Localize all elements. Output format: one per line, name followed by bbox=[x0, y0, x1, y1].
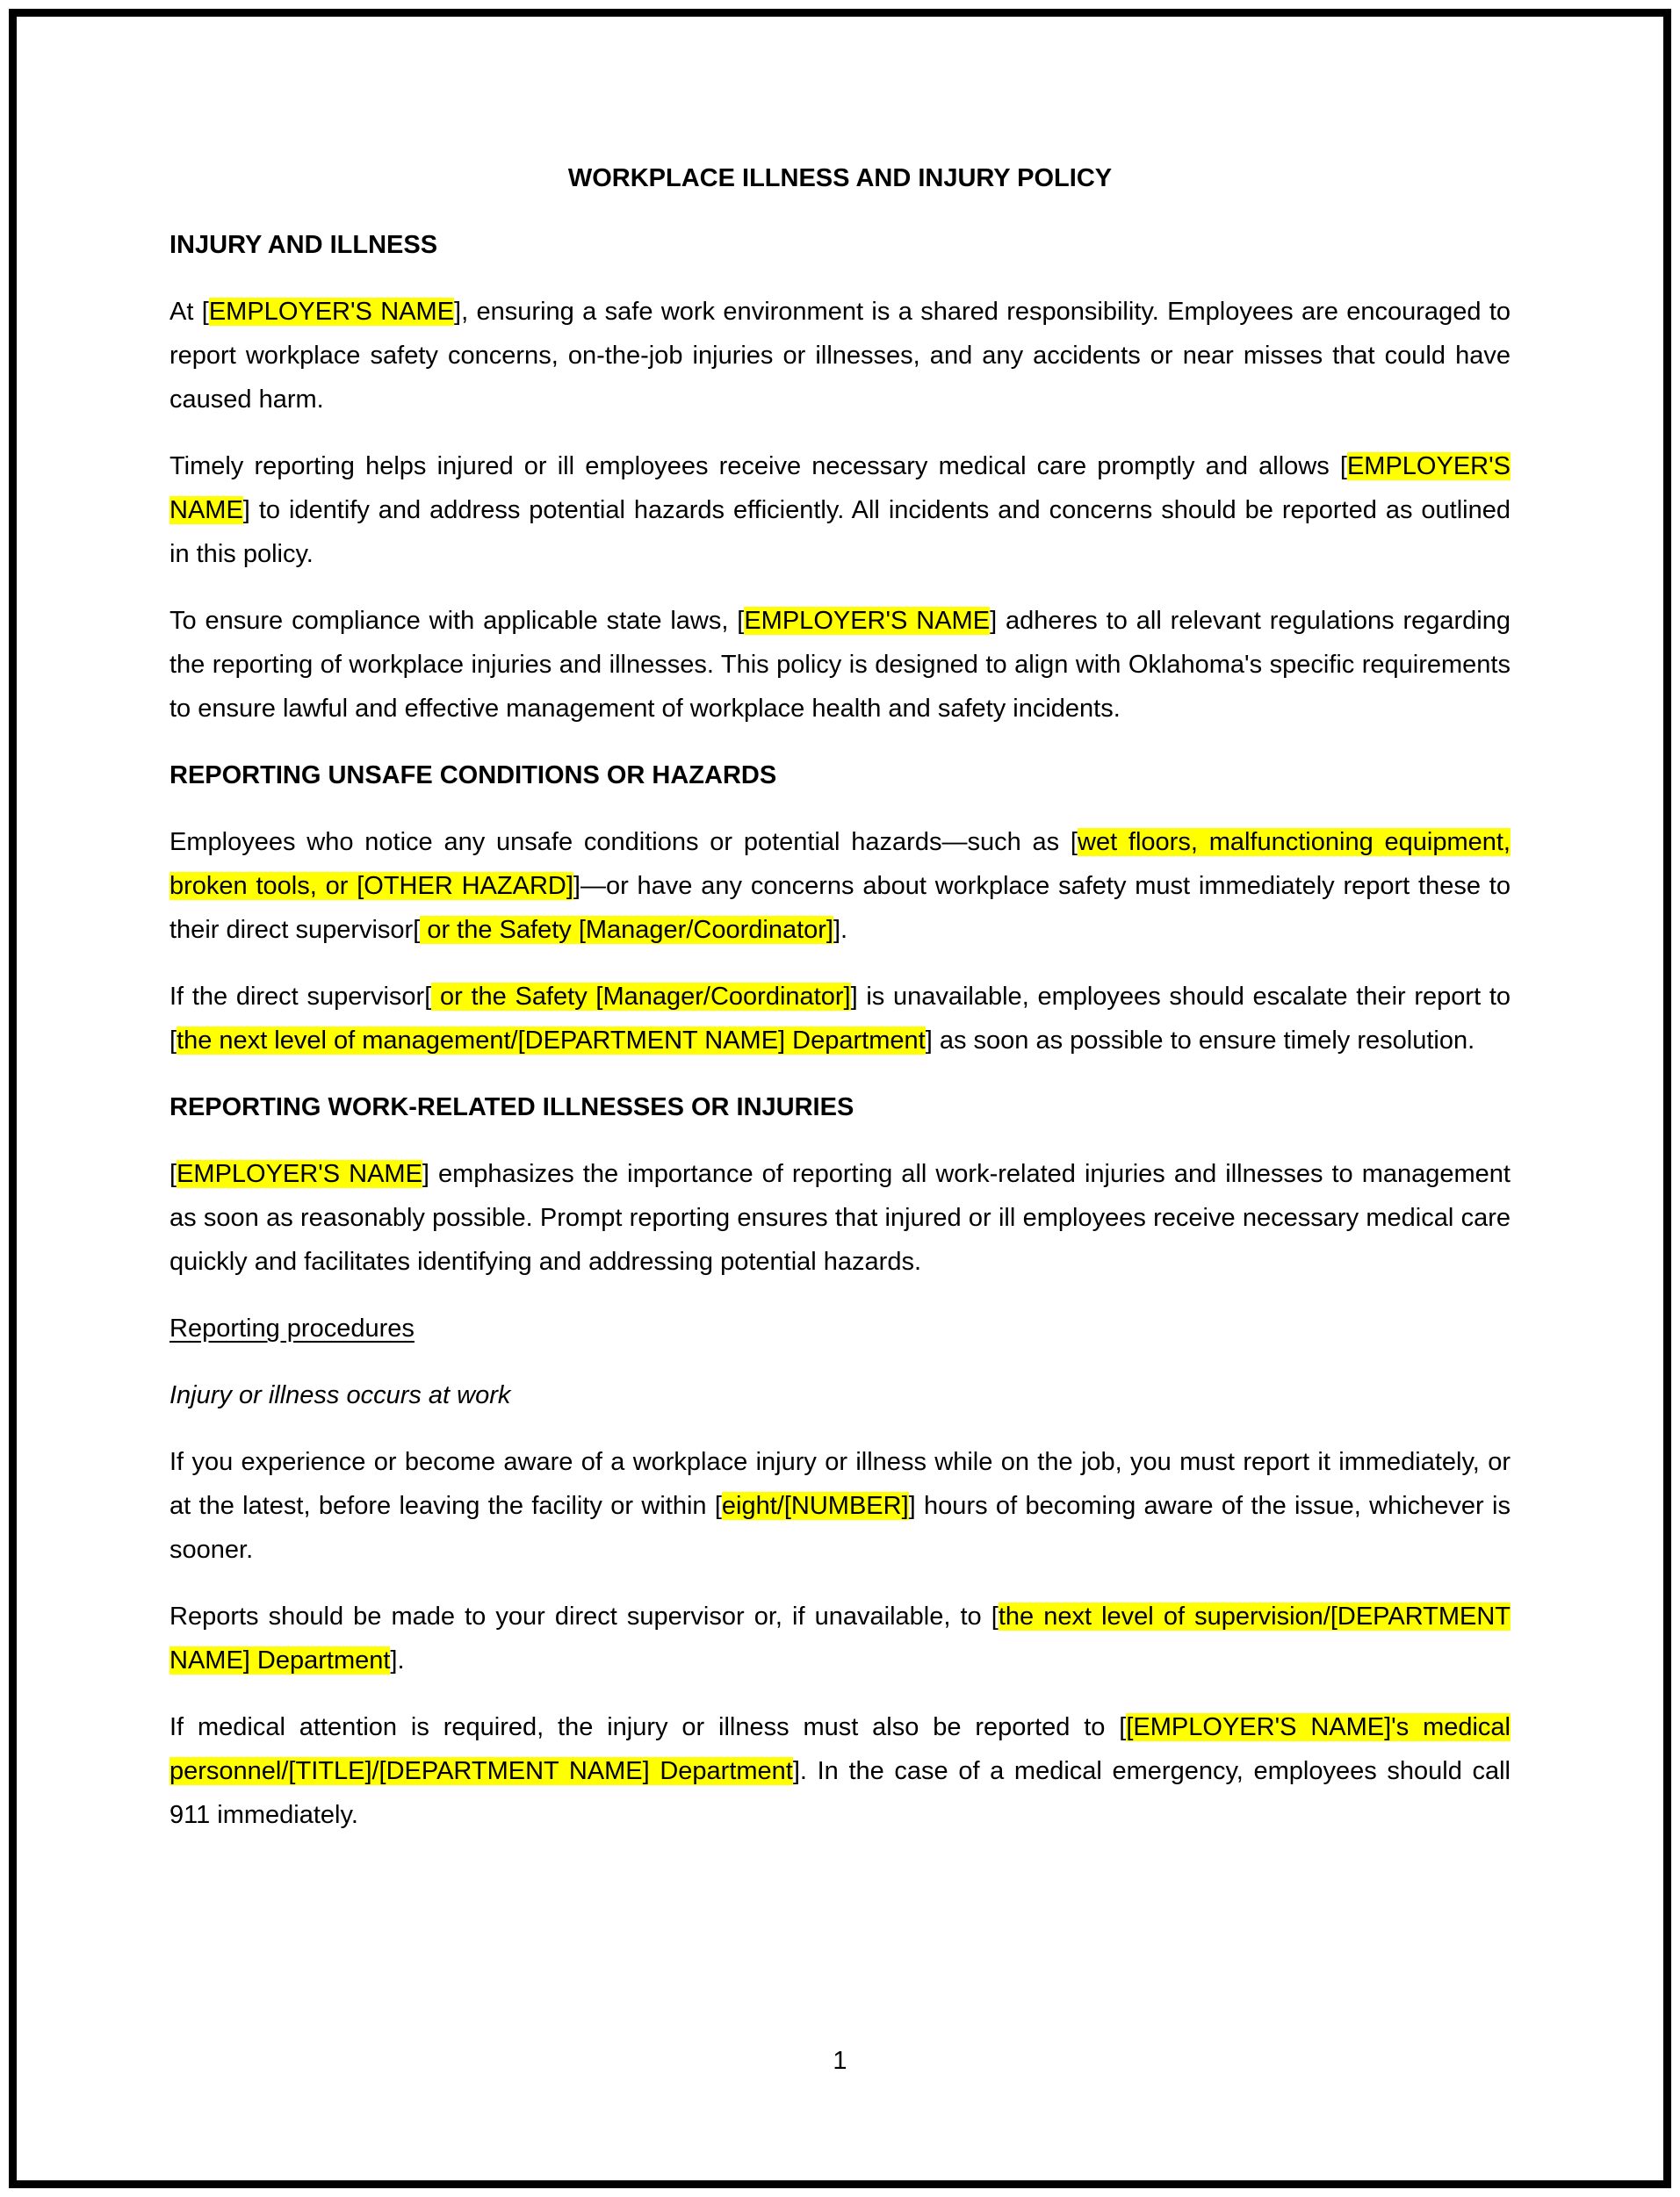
paragraph bbox=[169, 444, 1511, 576]
text-run: ]—or have any concerns about workplace safety must immediately report these to their direct supervisor[ bbox=[169, 872, 1511, 944]
text-run: If the direct supervisor[ bbox=[169, 983, 432, 1011]
text-run: ] as soon as possible to ensure timely resolution. bbox=[925, 1026, 1475, 1055]
highlighted-placeholder: EMPLOYER'S NAME bbox=[744, 607, 991, 635]
document-title: WORKPLACE ILLNESS AND INJURY POLICY bbox=[567, 164, 1113, 192]
text-run: To ensure compliance with applicable state laws, [ bbox=[169, 607, 745, 635]
highlighted-placeholder: EMPLOYER'S NAME bbox=[169, 452, 1511, 524]
text-run: Employees who notice any unsafe conditions or potential hazards—such as [ bbox=[169, 828, 1078, 856]
paragraph bbox=[169, 1440, 1511, 1572]
text-run: ] to identify and address potential hazards efficiently. All incidents and concerns should be reported as outlined in this policy. bbox=[169, 496, 1511, 568]
document-blocks bbox=[169, 223, 1511, 1837]
text-run: ] emphasizes the importance of reporting all work-related injuries and illnesses to management as soon as reasonably possible. Prompt reporting ensures that injured or ill employees receive necessary medical care quickly and facilitates identifying and addressing potential hazards. bbox=[169, 1160, 1511, 1276]
highlighted-placeholder: [EMPLOYER'S NAME]'s medical personnel/[TITLE]/[DEPARTMENT NAME] Department bbox=[169, 1713, 1511, 1785]
paragraph bbox=[169, 290, 1511, 421]
text-run: ] adheres to all relevant regulations regarding the reporting of workplace injuries and illnesses. This policy is designed to align with Oklahoma's specific requirements to ensure lawful and effective management of workplace health and safety incidents. bbox=[169, 607, 1511, 723]
heading bbox=[169, 753, 1511, 797]
text-run: REPORTING WORK-RELATED ILLNESSES OR INJURIES bbox=[169, 1093, 854, 1121]
paragraph bbox=[169, 820, 1511, 952]
paragraph bbox=[169, 975, 1511, 1062]
highlighted-placeholder: or the Safety [Manager/Coordinator] bbox=[431, 983, 851, 1011]
text-run: If medical attention is required, the injury or illness must also be reported to [ bbox=[169, 1713, 1127, 1741]
text-run: Reports should be made to your direct supervisor or, if unavailable, to [ bbox=[169, 1603, 999, 1631]
text-run: If you experience or become aware of a workplace injury or illness while on the job, you must report it immediately, or at the latest, before leaving the facility or within [ bbox=[169, 1448, 1511, 1520]
text-run: Reporting procedures bbox=[169, 1315, 415, 1343]
text-run: ]. In the case of a medical emergency, employees should call 911 immediately. bbox=[169, 1757, 1511, 1829]
text-run: INJURY AND ILLNESS bbox=[169, 231, 438, 259]
paragraph bbox=[169, 1705, 1511, 1837]
text-run: ] hours of becoming aware of the issue, whichever is sooner. bbox=[169, 1492, 1511, 1564]
text-run: ], ensuring a safe work environment is a shared responsibility. Employees are encouraged to report workplace safety concerns, on-the-job injuries or illnesses, and any accidents or near misses that could have caused harm. bbox=[169, 298, 1511, 414]
highlighted-placeholder: or the Safety [Manager/Coordinator] bbox=[420, 916, 833, 944]
paragraph bbox=[169, 1595, 1511, 1682]
subheading-italic bbox=[169, 1373, 1511, 1417]
text-run: Timely reporting helps injured or ill employees receive necessary medical care promptly and allows [ bbox=[169, 452, 1347, 480]
highlighted-placeholder: the next level of management/[DEPARTMENT NAME] Department bbox=[177, 1026, 926, 1055]
heading bbox=[169, 1085, 1511, 1129]
subheading-underline bbox=[169, 1307, 1511, 1351]
paragraph bbox=[169, 599, 1511, 731]
highlighted-placeholder: the next level of supervision/[DEPARTMENT NAME] Department bbox=[169, 1603, 1511, 1675]
highlighted-placeholder: EMPLOYER'S NAME bbox=[208, 298, 455, 326]
text-run: Injury or illness occurs at work bbox=[169, 1381, 511, 1409]
paragraph bbox=[169, 1152, 1511, 1284]
text-run: REPORTING UNSAFE CONDITIONS OR HAZARDS bbox=[169, 761, 777, 789]
highlighted-placeholder: eight/[NUMBER] bbox=[721, 1492, 909, 1520]
text-run: ]. bbox=[390, 1646, 405, 1675]
document-content bbox=[169, 156, 1511, 1860]
text-run: ]. bbox=[833, 916, 848, 944]
highlighted-placeholder: EMPLOYER'S NAME bbox=[177, 1160, 422, 1188]
page-number: 1 bbox=[833, 2047, 847, 2075]
heading bbox=[169, 223, 1511, 267]
text-run: [ bbox=[169, 1160, 177, 1188]
text-run: ] is unavailable, employees should escalate their report to [ bbox=[169, 983, 1511, 1055]
text-run: At [ bbox=[169, 298, 209, 326]
highlighted-placeholder: wet floors, malfunctioning equipment, broken tools, or [OTHER HAZARD] bbox=[169, 828, 1511, 900]
